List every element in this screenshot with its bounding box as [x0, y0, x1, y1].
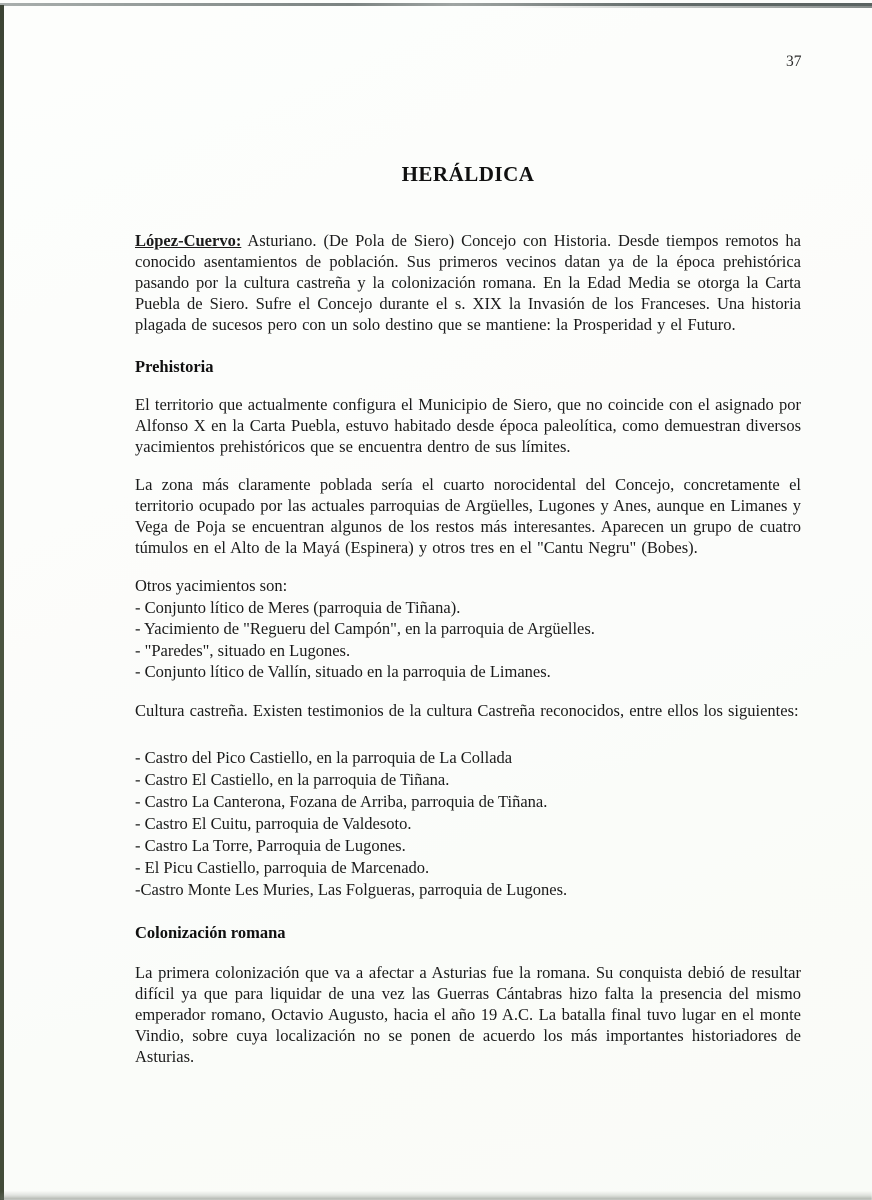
document-content [135, 0, 801, 1067]
yacimientos-list [135, 575, 801, 683]
list-item: - Castro La Torre, Parroquia de Lugones. [135, 835, 406, 855]
prehistoria-paragraph-1: El territorio que actualmente configura el Municipio de Siero, que no coincide con el asignado por Alfonso X en la Carta Puebla, estuvo habitado desde época paleolítica, como demuestran diversos yacimientos prehistóricos que se encuentra dentro de sus límites. [135, 395, 801, 456]
list-item: - Conjunto lítico de Vallín, situado en la parroquia de Limanes. [135, 662, 551, 681]
list-item: - Conjunto lítico de Meres (parroquia de Tiñana). [135, 597, 461, 617]
prehistoria-paragraph-2: La zona más claramente poblada sería el cuarto norocidental del Concejo, concretamente el territorio ocupado por las actuales parroquias de Argüelles, Lugones y Anes, aunque en Limanes y Vega de Poja se encuentran algunos de los restos más interesantes. Aparecen un grupo de cuatro túmulos en el Alto de la Mayá (Espinera) y otros tres en el "Cantu Negru" (Bobes). [135, 475, 801, 557]
castros-list [135, 747, 801, 901]
page-number: 37 [786, 53, 802, 70]
list-item: - "Paredes", situado en Lugones. [135, 640, 351, 660]
yacimientos-list-intro: Otros yacimientos son: [135, 576, 288, 595]
list-item: - Castro El Cuitu, parroquia de Valdesoto. [135, 813, 412, 833]
intro-lead: López-Cuervo: [135, 231, 242, 250]
intro-text: Asturiano. (De Pola de Siero) Concejo con Historia. Desde tiempos remotos ha conocido asentamientos de población. Sus primeros vecinos datan ya de la época prehistórica pasando por la cultura castreña y la colonización romana. En la Edad Media se otorga la Carta Puebla de Siero. Sufre el Concejo durante el s. XIX la Invasión de los Franceses. Una historia plagada de sucesos pero con un solo destino que se mantiene: la Prosperidad y el Futuro. [135, 231, 801, 334]
list-item: - Castro El Castiello, en la parroquia de Tiñana. [135, 769, 450, 789]
list-item: - Yacimiento de "Regueru del Campón", en la parroquia de Argüelles. [135, 619, 595, 638]
list-item: - Castro del Pico Castiello, en la parroquia de La Collada [135, 747, 513, 767]
list-item: - El Picu Castiello, parroquia de Marcenado. [135, 857, 430, 877]
page-title: HERÁLDICA [401, 162, 535, 186]
section-heading-colonizacion: Colonización romana [135, 922, 286, 942]
section-heading-prehistoria: Prehistoria [135, 357, 214, 376]
bottom-scan-edge [0, 1191, 872, 1200]
colonizacion-paragraph: La primera colonización que va a afectar a Asturias fue la romana. Su conquista debió de resultar difícil ya que para liquidar de una vez las Guerras Cántabras hizo falta la presencia del mismo emperador romano, Octavio Augusto, hacia el año 19 A.C. La batalla final tuvo lugar en el monte Vindio, sobre cuya localización no se ponen de acuerdo los más importantes historiadores de Asturias. [135, 962, 801, 1066]
left-scan-edge [0, 5, 4, 1200]
intro-paragraph [135, 230, 801, 335]
list-item: - Castro La Canterona, Fozana de Arriba, parroquia de Tiñana. [135, 791, 548, 811]
list-item: -Castro Monte Les Muries, Las Folgueras, parroquia de Lugones. [135, 879, 568, 899]
castrena-paragraph: Cultura castreña. Existen testimonios de la cultura Castreña reconocidos, entre ellos los siguientes: [135, 700, 799, 720]
